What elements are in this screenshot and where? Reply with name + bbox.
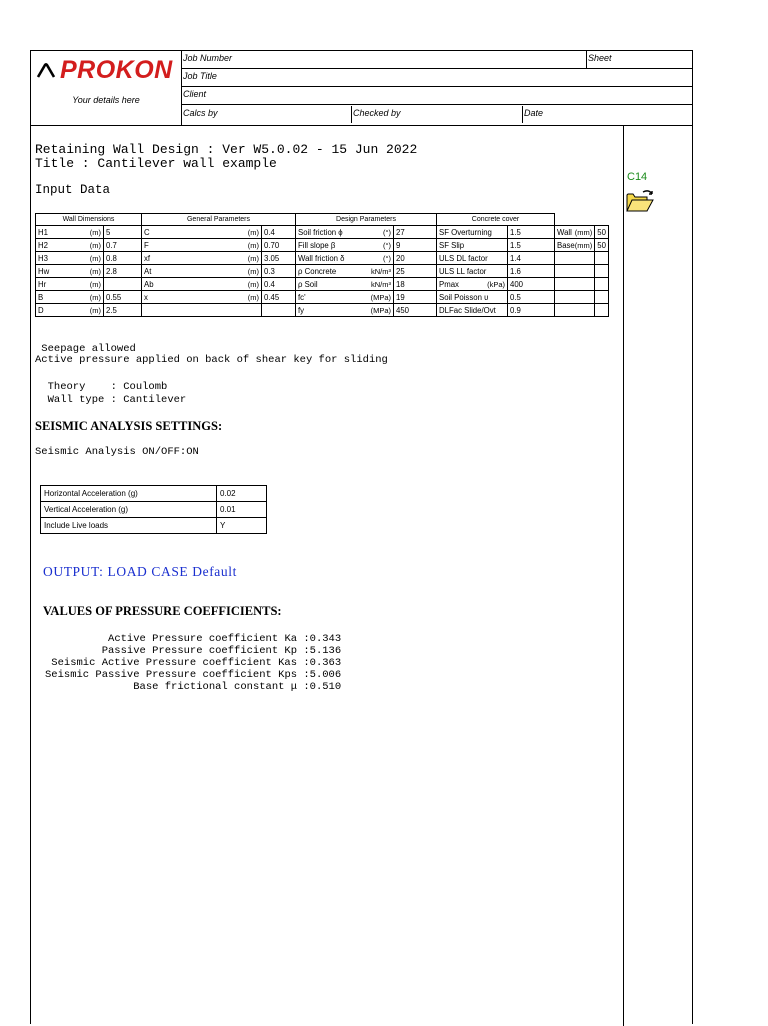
- param-label: [36, 252, 104, 265]
- title-block: [35, 143, 417, 171]
- arch-logo-icon: [36, 62, 56, 78]
- seismic-label: Vertical Acceleration (g): [41, 502, 217, 518]
- checked-divider: [351, 106, 352, 123]
- seismic-label: Include Live loads: [41, 518, 217, 534]
- param-value: 1.5: [508, 239, 555, 252]
- seismic-value: Y: [217, 518, 267, 534]
- theory-note: Theory : Coulomb: [35, 381, 168, 393]
- param-value: 0.4: [262, 278, 296, 291]
- param-unit: (m): [89, 292, 101, 302]
- param-label: [437, 226, 508, 239]
- param-name: Fill slope β: [298, 240, 336, 250]
- input-data-table: [35, 213, 609, 317]
- seismic-row: [41, 502, 267, 518]
- param-label: [437, 304, 508, 317]
- param-value: 0.4: [262, 226, 296, 239]
- param-unit: (m): [247, 292, 259, 302]
- job-title-label: Job Title: [183, 71, 217, 81]
- logo-cell: [31, 51, 182, 125]
- param-unit: (m): [247, 279, 259, 289]
- client-row: [181, 87, 692, 105]
- open-folder-icon[interactable]: [625, 187, 655, 218]
- param-value: 50: [595, 226, 609, 239]
- param-value: 400: [508, 278, 555, 291]
- sheet-header: [31, 51, 692, 126]
- param-name: Hw: [38, 266, 50, 276]
- param-label: [36, 304, 104, 317]
- param-value: 1.4: [508, 252, 555, 265]
- table-row: [36, 226, 609, 239]
- param-label: [296, 239, 394, 252]
- param-unit: (mm): [574, 227, 593, 237]
- param-value: [595, 291, 609, 304]
- table-group-header: General Parameters: [142, 214, 296, 226]
- seismic-value: 0.01: [217, 502, 267, 518]
- seismic-table: [40, 485, 267, 534]
- param-label: [296, 265, 394, 278]
- param-label: [142, 304, 262, 317]
- param-unit: kN/m³: [371, 266, 391, 276]
- param-value: 3.05: [262, 252, 296, 265]
- param-unit: (m): [247, 253, 259, 263]
- param-value: [595, 265, 609, 278]
- job-title-row: [181, 69, 692, 87]
- param-unit: (kPa): [487, 279, 505, 289]
- param-value: 0.55: [104, 291, 142, 304]
- param-unit: kN/m³: [371, 279, 391, 289]
- param-label: [142, 252, 262, 265]
- param-name: Hr: [38, 279, 47, 289]
- param-value: [595, 252, 609, 265]
- param-value: 450: [394, 304, 437, 317]
- param-label: [36, 291, 104, 304]
- param-unit: (°): [383, 240, 391, 250]
- param-value: 9: [394, 239, 437, 252]
- param-value: 0.8: [104, 252, 142, 265]
- param-label: [555, 291, 595, 304]
- param-value: 19: [394, 291, 437, 304]
- input-data-heading: Input Data: [35, 183, 111, 197]
- param-unit: (m): [247, 266, 259, 276]
- coefficient-line: Seismic Active Pressure coefficient Kas :0.363: [51, 657, 342, 669]
- param-label: [555, 304, 595, 317]
- active-pressure-note: Active pressure applied on back of shear key for sliding: [35, 354, 388, 366]
- param-name: x: [144, 292, 148, 302]
- param-name: C: [144, 227, 150, 237]
- coefficient-line: Passive Pressure coefficient Kp :5.136: [101, 645, 342, 657]
- output-heading: OUTPUT: LOAD CASE Default: [43, 564, 237, 579]
- param-unit: (m): [247, 227, 259, 237]
- coefficient-line: Seismic Passive Pressure coefficient Kps :5.006: [45, 669, 342, 681]
- param-value: 0.7: [104, 239, 142, 252]
- param-value: 0.3: [262, 265, 296, 278]
- param-label: [437, 265, 508, 278]
- table-row: [36, 252, 609, 265]
- param-label: [296, 252, 394, 265]
- table-group-header: Concrete cover: [437, 214, 555, 226]
- param-label: [437, 239, 508, 252]
- param-value: 0.45: [262, 291, 296, 304]
- param-value: [262, 304, 296, 317]
- job-number-label: Job Number: [183, 53, 233, 63]
- param-value: 0.5: [508, 291, 555, 304]
- param-label: [142, 265, 262, 278]
- seepage-note: Seepage allowed: [35, 343, 136, 355]
- param-label: [36, 278, 104, 291]
- seismic-label: Horizontal Acceleration (g): [41, 486, 217, 502]
- table-row: [36, 239, 609, 252]
- coefficient-line: Active Pressure coefficient Ka :0.343: [108, 633, 342, 645]
- param-label: [142, 278, 262, 291]
- param-label: [142, 239, 262, 252]
- sheet-divider: [586, 51, 587, 68]
- param-name: F: [144, 240, 149, 250]
- table-row: [36, 304, 609, 317]
- param-value: 27: [394, 226, 437, 239]
- param-unit: (°): [383, 253, 391, 263]
- param-label: [296, 291, 394, 304]
- param-name: At: [144, 266, 152, 276]
- param-unit: (m): [89, 305, 101, 315]
- date-divider: [522, 106, 523, 123]
- calc-title: Title : Cantilever wall example: [35, 156, 277, 171]
- seismic-heading: SEISMIC ANALYSIS SETTINGS:: [35, 419, 223, 433]
- param-label: [36, 265, 104, 278]
- param-label: [36, 239, 104, 252]
- param-value: [595, 278, 609, 291]
- wall-type-note: Wall type : Cantilever: [35, 394, 187, 406]
- param-name: ULS DL factor: [439, 253, 488, 263]
- param-name: H2: [38, 240, 48, 250]
- table-group-header: Wall Dimensions: [36, 214, 142, 226]
- param-label: [555, 226, 595, 239]
- sheet-label: Sheet: [588, 53, 612, 63]
- param-unit: (m): [89, 279, 101, 289]
- program-version: Retaining Wall Design : Ver W5.0.02 - 15 Jun 2022: [35, 142, 418, 157]
- param-unit: (m): [89, 266, 101, 276]
- seismic-row: [41, 486, 267, 502]
- job-number-row: [181, 51, 692, 69]
- param-unit: (m): [247, 240, 259, 250]
- param-label: [296, 278, 394, 291]
- param-name: SF Overturning: [439, 227, 492, 237]
- param-name: D: [38, 305, 44, 315]
- param-value: 20: [394, 252, 437, 265]
- param-label: [296, 304, 394, 317]
- param-value: 18: [394, 278, 437, 291]
- param-value: 5: [104, 226, 142, 239]
- param-label: [555, 278, 595, 291]
- param-label: [437, 252, 508, 265]
- prokon-logo: [36, 57, 173, 83]
- date-label: Date: [524, 108, 544, 118]
- table-row: [36, 291, 609, 304]
- param-value: 0.9: [508, 304, 555, 317]
- param-unit: (m): [89, 253, 101, 263]
- table-group-header: Design Parameters: [296, 214, 437, 226]
- param-label: [555, 265, 595, 278]
- param-label: [555, 252, 595, 265]
- param-unit: (MPa): [370, 305, 391, 315]
- seismic-row: [41, 518, 267, 534]
- param-label: [296, 226, 394, 239]
- param-name: H1: [38, 227, 48, 237]
- param-label: [437, 291, 508, 304]
- seismic-onoff: Seismic Analysis ON/OFF:ON: [35, 446, 199, 458]
- param-name: Wall: [557, 227, 572, 237]
- param-name: ULS LL factor: [439, 266, 487, 276]
- param-label: [437, 278, 508, 291]
- seismic-value: 0.02: [217, 486, 267, 502]
- param-value: [595, 304, 609, 317]
- brand-name: PROKON: [60, 55, 173, 84]
- param-name: Soil Poisson υ: [439, 292, 489, 302]
- table-row: [36, 265, 609, 278]
- param-unit: (MPa): [370, 292, 391, 302]
- param-name: SF Slip: [439, 240, 465, 250]
- param-name: Wall friction δ: [298, 253, 345, 263]
- param-unit: (°): [383, 227, 391, 237]
- param-value: 0.70: [262, 239, 296, 252]
- calcs-row: [181, 106, 692, 124]
- param-name: fc': [298, 292, 306, 302]
- calcs-by-label: Calcs by: [183, 108, 218, 118]
- param-value: 2.8: [104, 265, 142, 278]
- table-header-row: [36, 214, 609, 226]
- margin-divider: [623, 126, 624, 1026]
- param-value: 50: [595, 239, 609, 252]
- param-value: [104, 278, 142, 291]
- param-label: [36, 226, 104, 239]
- param-name: ρ Concrete: [298, 266, 337, 276]
- param-unit: (m): [89, 227, 101, 237]
- checked-by-label: Checked by: [353, 108, 401, 118]
- param-name: Ab: [144, 279, 154, 289]
- calc-sheet: [30, 50, 693, 1024]
- param-name: Soil friction ϕ: [298, 227, 343, 237]
- param-unit: (m): [89, 240, 101, 250]
- param-unit: (mm): [574, 240, 593, 250]
- param-value: 2.5: [104, 304, 142, 317]
- param-value: 1.6: [508, 265, 555, 278]
- param-value: 25: [394, 265, 437, 278]
- param-name: DLFac Slide/Ovt: [439, 305, 496, 315]
- param-label: [142, 291, 262, 304]
- coefficient-line: Base frictional constant μ :0.510: [133, 681, 342, 693]
- param-name: ρ Soil: [298, 279, 318, 289]
- param-label: [142, 226, 262, 239]
- param-name: B: [38, 292, 44, 302]
- client-label: Client: [183, 89, 207, 99]
- param-name: fy: [298, 305, 305, 315]
- coefficients-list: [45, 633, 341, 693]
- param-name: Pmax: [439, 279, 459, 289]
- margin-code: C14: [627, 171, 648, 183]
- param-name: H3: [38, 253, 48, 263]
- param-value: 1.5: [508, 226, 555, 239]
- param-name: xf: [144, 253, 151, 263]
- coefficients-heading: VALUES OF PRESSURE COEFFICIENTS:: [43, 604, 282, 618]
- table-row: [36, 278, 609, 291]
- company-details: Your details here: [72, 95, 140, 105]
- param-name: Base: [557, 240, 575, 250]
- param-label: [555, 239, 595, 252]
